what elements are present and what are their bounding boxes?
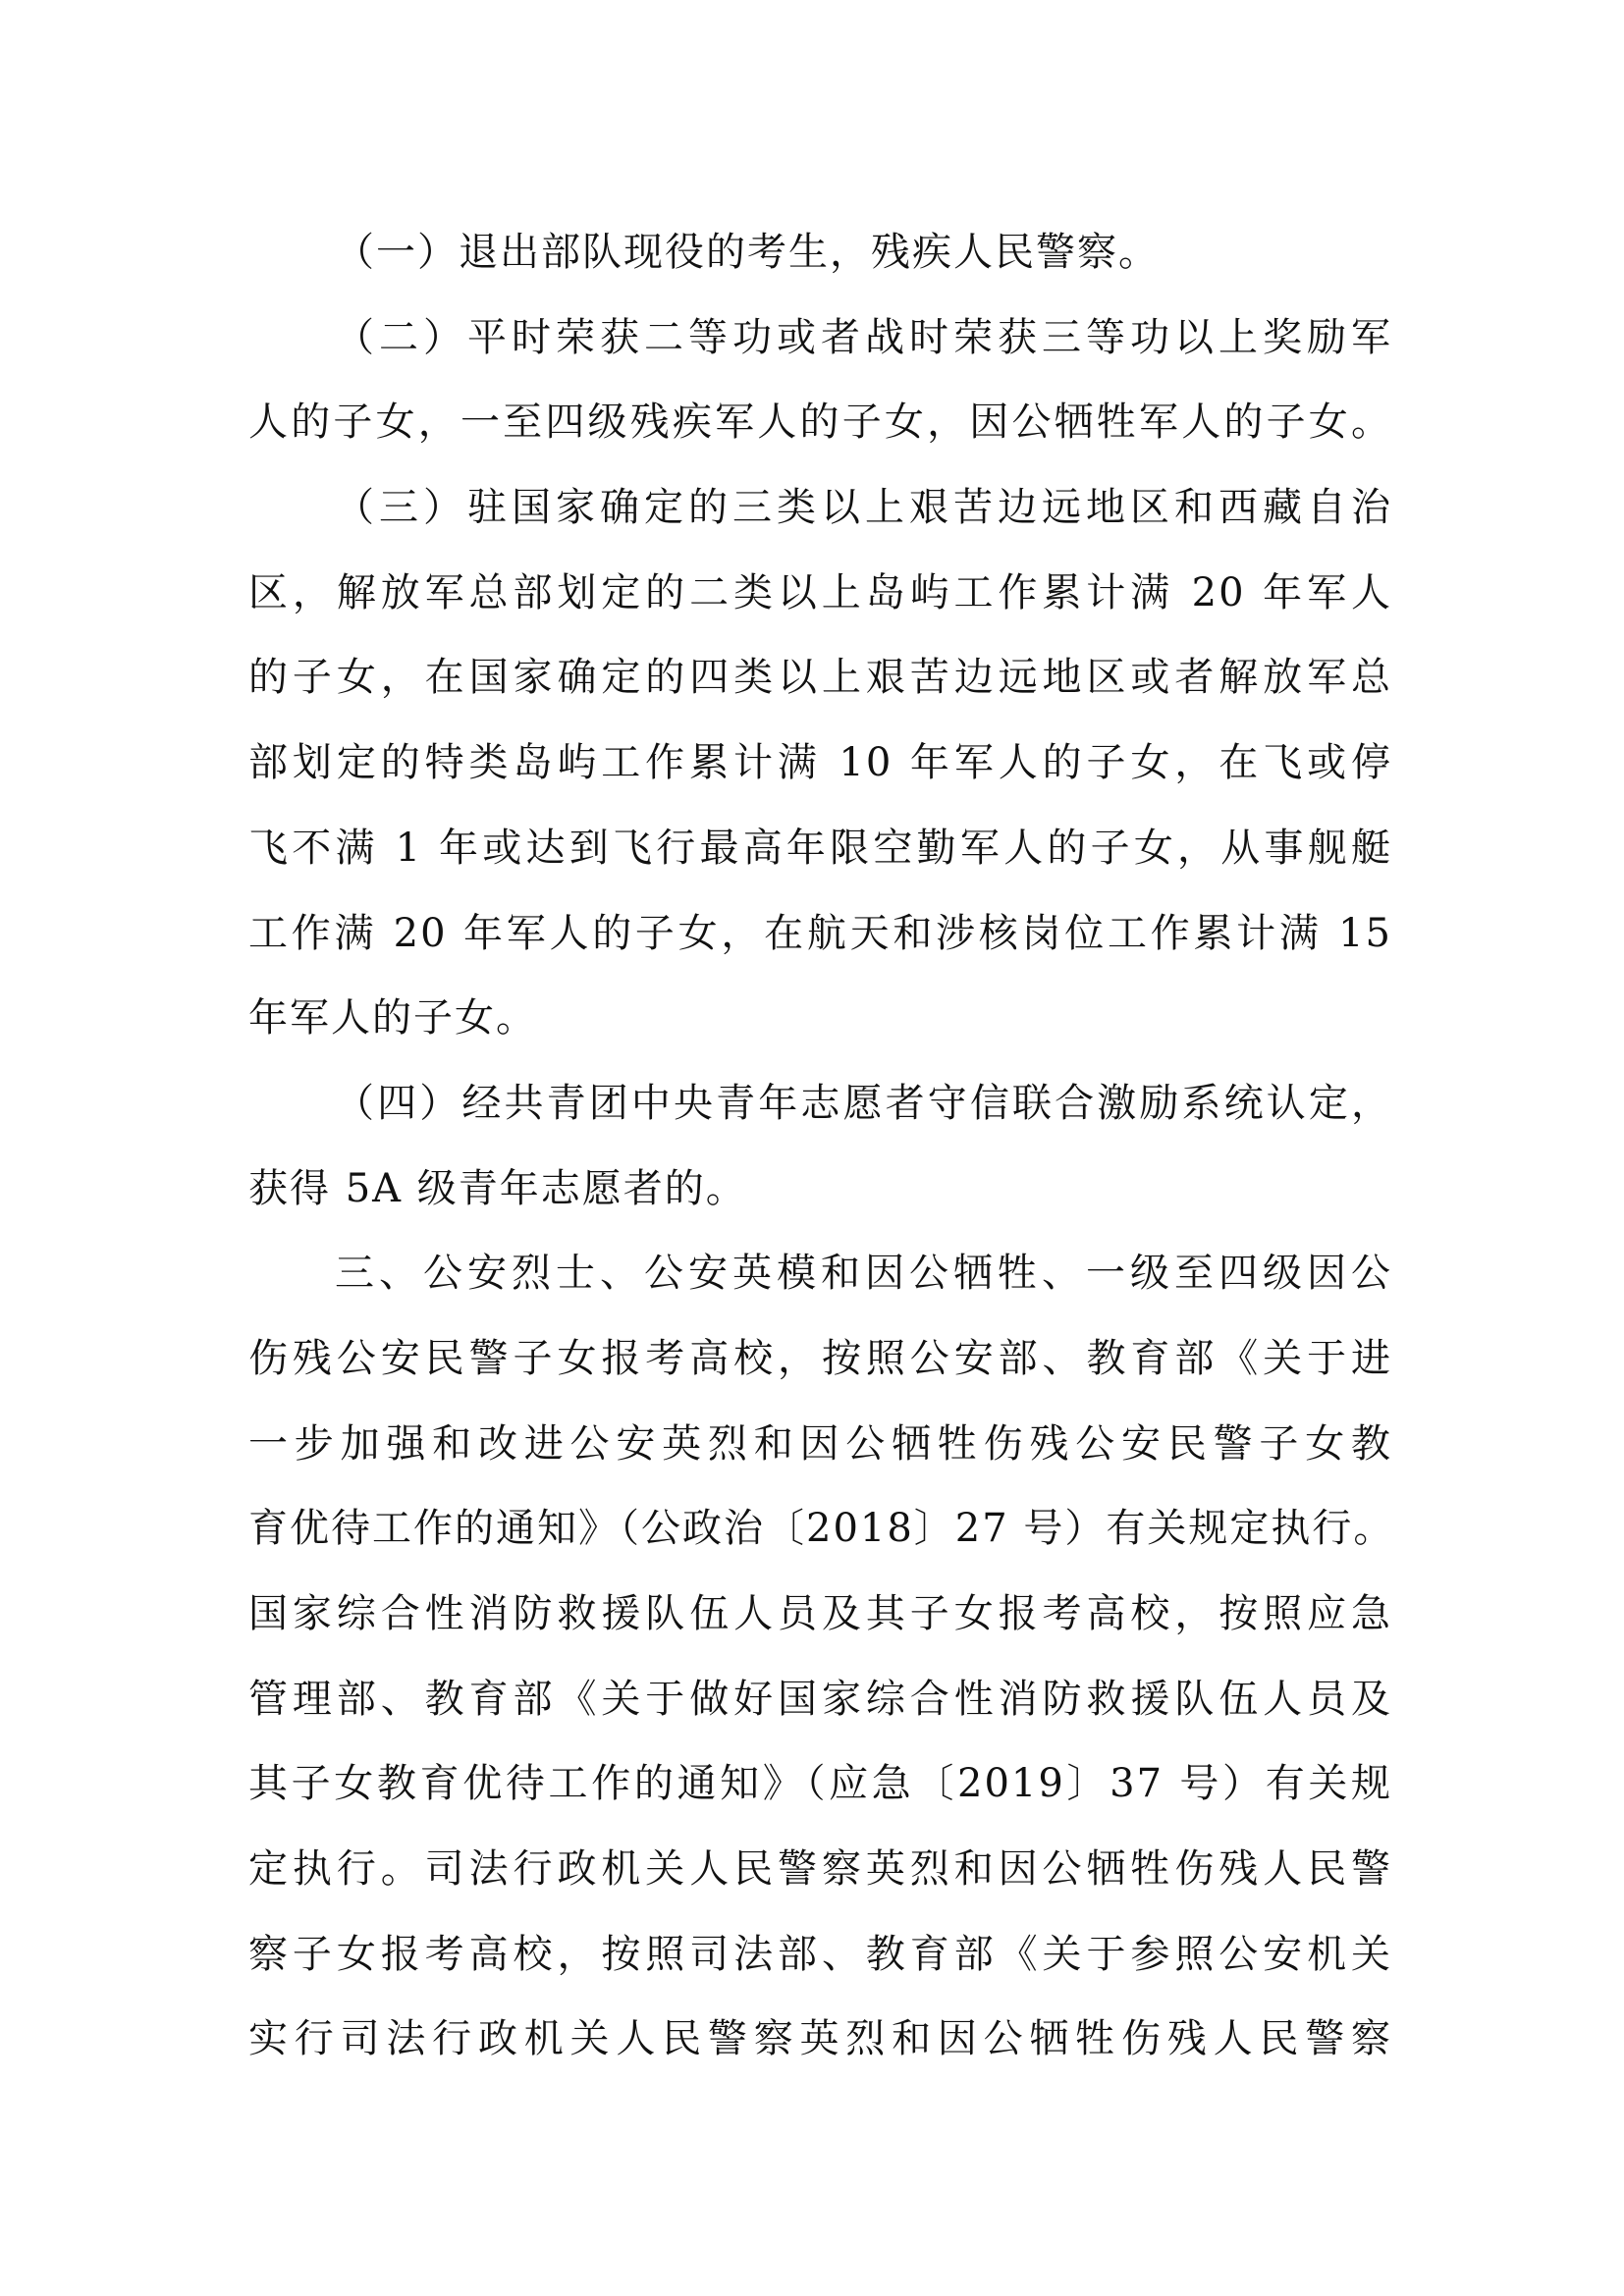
text-line: 飞不满 1 年或达到飞行最高年限空勤军人的子女，从事舰艇	[248, 825, 1392, 871]
text-line: 工作满 20 年军人的子女，在航天和涉核岗位工作累计满 15	[248, 910, 1392, 956]
text-line: 区，解放军总部划定的二类以上岛屿工作累计满 20 年军人	[248, 569, 1392, 615]
text-line: 察子女报考高校，按照司法部、教育部《关于参照公安机关	[248, 1931, 1392, 1977]
text-line: 其子女教育优待工作的通知》（应急〔2019〕37 号）有关规	[248, 1761, 1392, 1807]
text-line: 伤残公安民警子女报考高校，按照公安部、教育部《关于进	[248, 1335, 1392, 1381]
text-line: （一）退出部队现役的考生，残疾人民警察。	[335, 230, 1160, 275]
text-line: 获得 5A 级青年志愿者的。	[248, 1165, 747, 1211]
text-line: 一步加强和改进公安英烈和因公牺牲伤残公安民警子女教	[248, 1420, 1392, 1467]
text-line: （二）平时荣获二等功或者战时荣获三等功以上奖励军	[335, 314, 1392, 360]
text-line: （四）经共青团中央青年志愿者守信联合激励系统认定，	[335, 1080, 1392, 1126]
text-line: 育优待工作的通知》（公政治〔2018〕27 号）有关规定执行。	[248, 1506, 1395, 1552]
text-line: 三、公安烈士、公安英模和因公牺牲、一级至四级因公	[335, 1251, 1392, 1297]
text-line: 实行司法行政机关人民警察英烈和因公牺牲伤残人民警察	[248, 2016, 1392, 2062]
text-line: 的子女，在国家确定的四类以上艰苦边远地区或者解放军总	[248, 655, 1392, 701]
text-line: 人的子女，一至四级残疾军人的子女，因公牺牲军人的子女。	[248, 400, 1392, 446]
text-line: 定执行。司法行政机关人民警察英烈和因公牺牲伤残人民警	[248, 1846, 1392, 1893]
text-line: 部划定的特类岛屿工作累计满 10 年军人的子女，在飞或停	[248, 740, 1392, 786]
text-line: 国家综合性消防救援队伍人员及其子女报考高校，按照应急	[248, 1591, 1392, 1636]
document-body	[248, 210, 1395, 2082]
text-line: （三）驻国家确定的三类以上艰苦边远地区和西藏自治	[335, 485, 1392, 531]
text-line: 管理部、教育部《关于做好国家综合性消防救援队伍人员及	[248, 1676, 1392, 1722]
text-line: 年军人的子女。	[248, 995, 537, 1041]
